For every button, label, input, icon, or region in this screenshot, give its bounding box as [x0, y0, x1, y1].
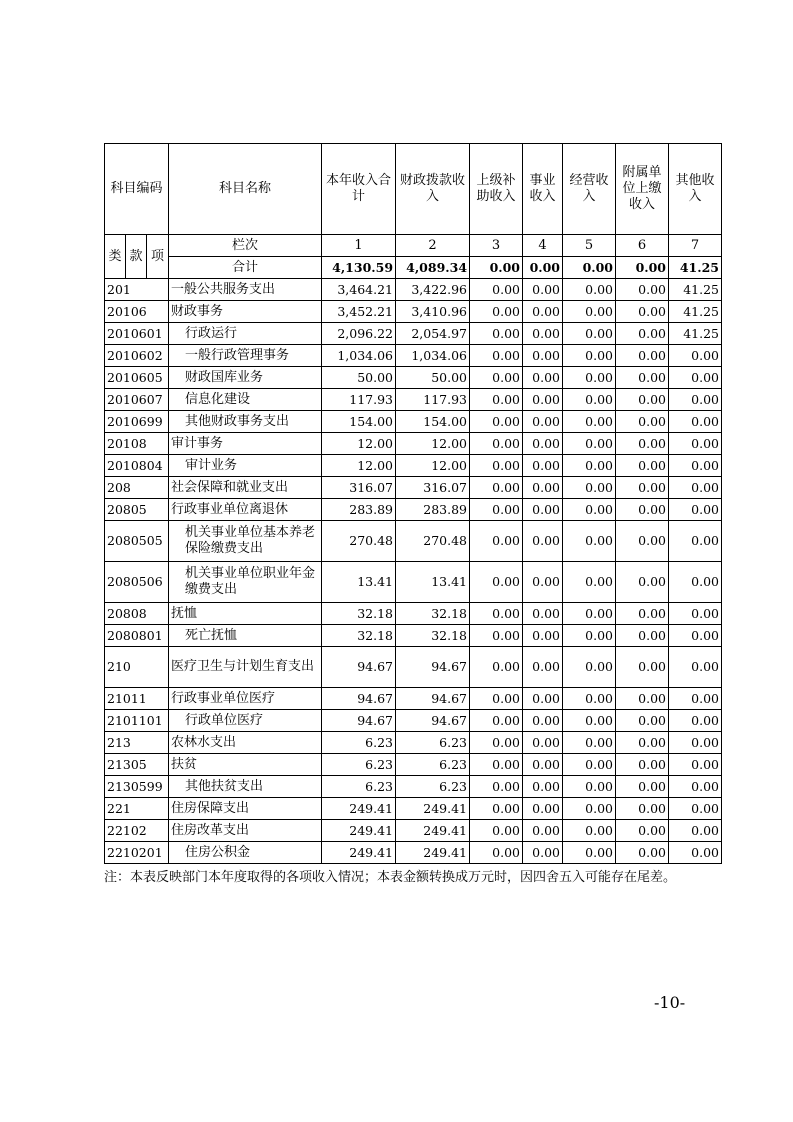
row-value-4: 0.00 [523, 345, 563, 367]
row-value-7: 0.00 [669, 411, 722, 433]
row-name: 行政单位医疗 [169, 710, 322, 732]
row-value-2: 94.67 [396, 688, 470, 710]
row-value-2: 13.41 [396, 562, 470, 603]
row-value-5: 0.00 [563, 710, 616, 732]
row-value-7: 0.00 [669, 776, 722, 798]
row-value-3: 0.00 [470, 433, 523, 455]
row-value-3: 0.00 [470, 279, 523, 301]
row-value-5: 0.00 [563, 603, 616, 625]
row-value-5: 0.00 [563, 842, 616, 864]
row-value-5: 0.00 [563, 279, 616, 301]
row-value-4: 0.00 [523, 433, 563, 455]
table-note: 注：本表反映部门本年度取得的各项收入情况；本表金额转换成万元时，因四舍五入可能存在尾差。 [104, 870, 677, 885]
table-row [105, 433, 722, 455]
row-value-4: 0.00 [523, 647, 563, 688]
row-value-6: 0.00 [616, 710, 669, 732]
table-row [105, 798, 722, 820]
table-row [105, 279, 722, 301]
header-kuan: 款 [126, 235, 147, 279]
row-value-4: 0.00 [523, 323, 563, 345]
table-row [105, 754, 722, 776]
table-row [105, 647, 722, 688]
row-name: 其他财政事务支出 [169, 411, 322, 433]
row-value-1: 32.18 [322, 625, 396, 647]
row-value-2: 32.18 [396, 625, 470, 647]
row-value-4: 0.00 [523, 301, 563, 323]
row-code: 210 [105, 647, 169, 688]
row-name: 扶贫 [169, 754, 322, 776]
row-code: 20108 [105, 433, 169, 455]
row-value-2: 249.41 [396, 820, 470, 842]
income-table [104, 143, 722, 864]
header-code: 科目编码 [105, 144, 169, 235]
row-value-3: 0.00 [470, 367, 523, 389]
row-value-3: 0.00 [470, 688, 523, 710]
lanci-num-4: 4 [523, 235, 563, 257]
row-value-6: 0.00 [616, 798, 669, 820]
row-value-7: 0.00 [669, 562, 722, 603]
row-code: 2080506 [105, 562, 169, 603]
row-name: 抚恤 [169, 603, 322, 625]
row-name: 行政运行 [169, 323, 322, 345]
row-value-7: 0.00 [669, 477, 722, 499]
row-value-4: 0.00 [523, 455, 563, 477]
table-row [105, 603, 722, 625]
row-value-2: 3,422.96 [396, 279, 470, 301]
row-value-5: 0.00 [563, 562, 616, 603]
row-value-2: 94.67 [396, 710, 470, 732]
header-col-1: 本年收入合计 [322, 144, 396, 235]
row-name: 住房改革支出 [169, 820, 322, 842]
lanci-num-2: 2 [396, 235, 470, 257]
row-value-1: 12.00 [322, 455, 396, 477]
table-row [105, 820, 722, 842]
row-value-4: 0.00 [523, 776, 563, 798]
row-code: 20808 [105, 603, 169, 625]
row-name: 机关事业单位基本养老保险缴费支出 [169, 521, 322, 562]
row-value-6: 0.00 [616, 389, 669, 411]
row-value-2: 50.00 [396, 367, 470, 389]
lanci-num-1: 1 [322, 235, 396, 257]
row-value-5: 0.00 [563, 455, 616, 477]
table-row [105, 367, 722, 389]
page-number: -10- [654, 993, 686, 1012]
row-name: 行政事业单位离退休 [169, 499, 322, 521]
row-value-1: 283.89 [322, 499, 396, 521]
row-value-3: 0.00 [470, 647, 523, 688]
row-value-2: 12.00 [396, 455, 470, 477]
row-value-5: 0.00 [563, 798, 616, 820]
row-value-1: 117.93 [322, 389, 396, 411]
row-value-6: 0.00 [616, 647, 669, 688]
header-col-5: 经营收入 [563, 144, 616, 235]
row-value-1: 6.23 [322, 754, 396, 776]
row-code: 2080505 [105, 521, 169, 562]
row-value-5: 0.00 [563, 688, 616, 710]
row-code: 2010605 [105, 367, 169, 389]
lanci-num-5: 5 [563, 235, 616, 257]
total-value-6: 0.00 [616, 257, 669, 279]
row-value-4: 0.00 [523, 389, 563, 411]
row-name: 一般行政管理事务 [169, 345, 322, 367]
row-value-1: 316.07 [322, 477, 396, 499]
row-code: 2010601 [105, 323, 169, 345]
row-value-7: 41.25 [669, 301, 722, 323]
row-value-1: 3,464.21 [322, 279, 396, 301]
row-value-1: 249.41 [322, 842, 396, 864]
row-value-4: 0.00 [523, 625, 563, 647]
header-name: 科目名称 [169, 144, 322, 235]
row-value-5: 0.00 [563, 754, 616, 776]
row-name: 死亡抚恤 [169, 625, 322, 647]
table-row [105, 710, 722, 732]
header-col-3: 上级补助收入 [470, 144, 523, 235]
lanci-label: 栏次 [169, 235, 322, 257]
row-value-6: 0.00 [616, 625, 669, 647]
row-value-1: 94.67 [322, 647, 396, 688]
row-value-5: 0.00 [563, 625, 616, 647]
row-value-4: 0.00 [523, 367, 563, 389]
row-value-7: 0.00 [669, 625, 722, 647]
row-value-7: 41.25 [669, 323, 722, 345]
row-value-6: 0.00 [616, 521, 669, 562]
row-value-2: 1,034.06 [396, 345, 470, 367]
row-value-1: 270.48 [322, 521, 396, 562]
table-row [105, 562, 722, 603]
row-name: 机关事业单位职业年金缴费支出 [169, 562, 322, 603]
row-name: 社会保障和就业支出 [169, 477, 322, 499]
row-value-1: 3,452.21 [322, 301, 396, 323]
row-value-7: 0.00 [669, 754, 722, 776]
table-row [105, 688, 722, 710]
header-col-4: 事业收入 [523, 144, 563, 235]
row-value-3: 0.00 [470, 345, 523, 367]
row-value-6: 0.00 [616, 367, 669, 389]
total-value-4: 0.00 [523, 257, 563, 279]
row-value-3: 0.00 [470, 477, 523, 499]
row-value-7: 0.00 [669, 367, 722, 389]
row-name: 一般公共服务支出 [169, 279, 322, 301]
row-name: 财政国库业务 [169, 367, 322, 389]
row-name: 审计业务 [169, 455, 322, 477]
row-value-7: 0.00 [669, 842, 722, 864]
row-value-7: 0.00 [669, 647, 722, 688]
total-row [105, 257, 722, 279]
row-value-2: 316.07 [396, 477, 470, 499]
row-value-5: 0.00 [563, 323, 616, 345]
row-value-1: 94.67 [322, 688, 396, 710]
row-value-3: 0.00 [470, 562, 523, 603]
row-value-3: 0.00 [470, 754, 523, 776]
row-value-3: 0.00 [470, 323, 523, 345]
row-code: 221 [105, 798, 169, 820]
row-value-4: 0.00 [523, 732, 563, 754]
row-code: 2010804 [105, 455, 169, 477]
row-value-1: 2,096.22 [322, 323, 396, 345]
row-value-6: 0.00 [616, 477, 669, 499]
row-value-2: 154.00 [396, 411, 470, 433]
row-value-1: 32.18 [322, 603, 396, 625]
row-value-6: 0.00 [616, 842, 669, 864]
row-value-6: 0.00 [616, 776, 669, 798]
lanci-row [105, 235, 722, 257]
table-row [105, 499, 722, 521]
row-value-6: 0.00 [616, 499, 669, 521]
row-value-2: 6.23 [396, 732, 470, 754]
row-value-7: 0.00 [669, 389, 722, 411]
row-value-6: 0.00 [616, 279, 669, 301]
row-value-7: 0.00 [669, 433, 722, 455]
row-value-7: 0.00 [669, 603, 722, 625]
row-name: 医疗卫生与计划生育支出 [169, 647, 322, 688]
row-value-6: 0.00 [616, 754, 669, 776]
total-value-7: 41.25 [669, 257, 722, 279]
row-value-3: 0.00 [470, 820, 523, 842]
row-value-1: 249.41 [322, 820, 396, 842]
row-name: 行政事业单位医疗 [169, 688, 322, 710]
row-value-5: 0.00 [563, 301, 616, 323]
row-value-7: 0.00 [669, 732, 722, 754]
row-code: 2080801 [105, 625, 169, 647]
row-value-2: 283.89 [396, 499, 470, 521]
row-value-4: 0.00 [523, 798, 563, 820]
row-value-5: 0.00 [563, 499, 616, 521]
row-value-7: 0.00 [669, 820, 722, 842]
row-name: 农林水支出 [169, 732, 322, 754]
table-row [105, 732, 722, 754]
total-label: 合计 [169, 257, 322, 279]
row-value-5: 0.00 [563, 389, 616, 411]
row-value-2: 270.48 [396, 521, 470, 562]
row-value-7: 0.00 [669, 345, 722, 367]
header-col-6: 附属单位上缴收入 [616, 144, 669, 235]
row-value-2: 6.23 [396, 754, 470, 776]
row-value-2: 2,054.97 [396, 323, 470, 345]
row-code: 213 [105, 732, 169, 754]
total-value-2: 4,089.34 [396, 257, 470, 279]
row-value-5: 0.00 [563, 647, 616, 688]
row-value-4: 0.00 [523, 842, 563, 864]
row-value-4: 0.00 [523, 411, 563, 433]
row-code: 2101101 [105, 710, 169, 732]
row-value-5: 0.00 [563, 732, 616, 754]
table-row [105, 625, 722, 647]
row-name: 住房公积金 [169, 842, 322, 864]
table-row [105, 521, 722, 562]
row-value-4: 0.00 [523, 820, 563, 842]
row-value-3: 0.00 [470, 521, 523, 562]
row-code: 21305 [105, 754, 169, 776]
row-value-4: 0.00 [523, 603, 563, 625]
table-row [105, 411, 722, 433]
row-value-1: 6.23 [322, 732, 396, 754]
row-value-3: 0.00 [470, 389, 523, 411]
row-value-6: 0.00 [616, 688, 669, 710]
total-value-3: 0.00 [470, 257, 523, 279]
row-value-5: 0.00 [563, 820, 616, 842]
row-code: 208 [105, 477, 169, 499]
row-value-1: 1,034.06 [322, 345, 396, 367]
row-name: 住房保障支出 [169, 798, 322, 820]
row-value-5: 0.00 [563, 477, 616, 499]
lanci-num-7: 7 [669, 235, 722, 257]
row-value-6: 0.00 [616, 411, 669, 433]
row-value-6: 0.00 [616, 301, 669, 323]
header-lei: 类 [105, 235, 126, 279]
total-value-5: 0.00 [563, 257, 616, 279]
header-row [105, 144, 722, 235]
row-code: 2010607 [105, 389, 169, 411]
row-value-2: 32.18 [396, 603, 470, 625]
table-row [105, 455, 722, 477]
row-value-3: 0.00 [470, 710, 523, 732]
row-value-1: 13.41 [322, 562, 396, 603]
row-value-5: 0.00 [563, 433, 616, 455]
row-value-7: 0.00 [669, 710, 722, 732]
row-value-1: 12.00 [322, 433, 396, 455]
row-value-6: 0.00 [616, 820, 669, 842]
row-code: 2010699 [105, 411, 169, 433]
row-value-4: 0.00 [523, 754, 563, 776]
table-row [105, 301, 722, 323]
row-name: 其他扶贫支出 [169, 776, 322, 798]
row-value-3: 0.00 [470, 603, 523, 625]
row-value-3: 0.00 [470, 499, 523, 521]
row-value-5: 0.00 [563, 411, 616, 433]
total-value-1: 4,130.59 [322, 257, 396, 279]
row-value-4: 0.00 [523, 710, 563, 732]
row-value-1: 249.41 [322, 798, 396, 820]
row-code: 2010602 [105, 345, 169, 367]
row-value-1: 154.00 [322, 411, 396, 433]
row-value-7: 0.00 [669, 798, 722, 820]
row-code: 20805 [105, 499, 169, 521]
row-value-6: 0.00 [616, 562, 669, 603]
lanci-num-6: 6 [616, 235, 669, 257]
row-value-3: 0.00 [470, 411, 523, 433]
row-value-4: 0.00 [523, 477, 563, 499]
table-row [105, 345, 722, 367]
row-value-4: 0.00 [523, 562, 563, 603]
row-value-2: 12.00 [396, 433, 470, 455]
row-value-6: 0.00 [616, 732, 669, 754]
row-value-2: 117.93 [396, 389, 470, 411]
row-value-6: 0.00 [616, 433, 669, 455]
row-value-6: 0.00 [616, 345, 669, 367]
row-value-5: 0.00 [563, 345, 616, 367]
row-value-7: 41.25 [669, 279, 722, 301]
table-row [105, 776, 722, 798]
row-value-2: 3,410.96 [396, 301, 470, 323]
row-value-2: 94.67 [396, 647, 470, 688]
table-row [105, 323, 722, 345]
row-value-3: 0.00 [470, 776, 523, 798]
row-value-6: 0.00 [616, 603, 669, 625]
row-value-3: 0.00 [470, 455, 523, 477]
row-value-5: 0.00 [563, 367, 616, 389]
row-value-1: 6.23 [322, 776, 396, 798]
row-value-4: 0.00 [523, 499, 563, 521]
row-value-1: 94.67 [322, 710, 396, 732]
row-value-7: 0.00 [669, 455, 722, 477]
row-name: 信息化建设 [169, 389, 322, 411]
row-value-3: 0.00 [470, 798, 523, 820]
row-value-4: 0.00 [523, 279, 563, 301]
row-value-2: 249.41 [396, 798, 470, 820]
table-row [105, 842, 722, 864]
lanci-num-3: 3 [470, 235, 523, 257]
row-code: 201 [105, 279, 169, 301]
row-value-4: 0.00 [523, 521, 563, 562]
header-col-2: 财政拨款收入 [396, 144, 470, 235]
row-value-7: 0.00 [669, 688, 722, 710]
row-value-6: 0.00 [616, 323, 669, 345]
row-code: 22102 [105, 820, 169, 842]
row-value-4: 0.00 [523, 688, 563, 710]
header-col-7: 其他收入 [669, 144, 722, 235]
row-name: 审计事务 [169, 433, 322, 455]
row-value-5: 0.00 [563, 776, 616, 798]
row-value-1: 50.00 [322, 367, 396, 389]
row-value-3: 0.00 [470, 842, 523, 864]
table-row [105, 389, 722, 411]
row-code: 21011 [105, 688, 169, 710]
row-value-7: 0.00 [669, 499, 722, 521]
row-value-3: 0.00 [470, 732, 523, 754]
row-value-6: 0.00 [616, 455, 669, 477]
row-code: 20106 [105, 301, 169, 323]
row-code: 2210201 [105, 842, 169, 864]
row-code: 2130599 [105, 776, 169, 798]
row-name: 财政事务 [169, 301, 322, 323]
row-value-7: 0.00 [669, 521, 722, 562]
row-value-3: 0.00 [470, 625, 523, 647]
row-value-3: 0.00 [470, 301, 523, 323]
row-value-2: 249.41 [396, 842, 470, 864]
row-value-5: 0.00 [563, 521, 616, 562]
header-xiang: 项 [147, 235, 169, 279]
row-value-2: 6.23 [396, 776, 470, 798]
table-row [105, 477, 722, 499]
